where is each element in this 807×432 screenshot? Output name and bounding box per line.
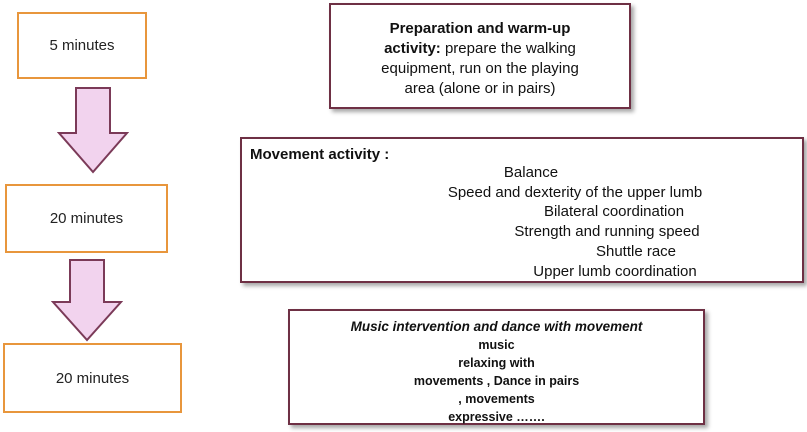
music-line-2: relaxing with <box>458 356 535 370</box>
movement-heading: Movement activity : <box>250 146 390 163</box>
warmup-text-3: area (alone or in pairs) <box>404 80 556 97</box>
warmup-activity-box <box>329 3 631 109</box>
duration-label-2: 20 minutes <box>49 210 124 227</box>
music-line-5: expressive ……. <box>448 410 545 424</box>
duration-box-3 <box>3 343 182 413</box>
movement-item-bilateral-coordination: Bilateral coordination <box>543 203 685 220</box>
down-arrow-icon <box>51 259 123 342</box>
music-line-4: , movements <box>458 392 535 406</box>
warmup-heading-cont: activity: <box>384 40 441 57</box>
duration-box-2 <box>5 184 168 253</box>
movement-item-strength-running: Strength and running speed <box>514 223 700 240</box>
movement-item-balance: Balance <box>503 164 559 181</box>
duration-label-3: 20 minutes <box>55 369 130 387</box>
music-line-3: movements , Dance in pairs <box>413 374 580 388</box>
warmup-text-1: prepare the walking <box>440 40 576 57</box>
movement-item-upper-lumb-coordination: Upper lumb coordination <box>533 263 697 280</box>
music-heading: Music intervention and dance with movement <box>350 319 643 334</box>
down-arrow-icon <box>57 87 129 174</box>
movement-item-shuttle-race: Shuttle race <box>595 243 677 260</box>
duration-box-1 <box>17 12 147 79</box>
warmup-heading: Preparation and warm-up <box>389 20 571 37</box>
duration-label-1: 5 minutes <box>49 37 115 54</box>
movement-item-speed-dexterity: Speed and dexterity of the upper lumb <box>447 184 703 201</box>
movement-activity-box <box>240 137 804 283</box>
music-activity-box <box>288 309 705 425</box>
warmup-text-2: equipment, run on the playing <box>381 60 579 77</box>
music-line-1: music <box>478 338 515 352</box>
